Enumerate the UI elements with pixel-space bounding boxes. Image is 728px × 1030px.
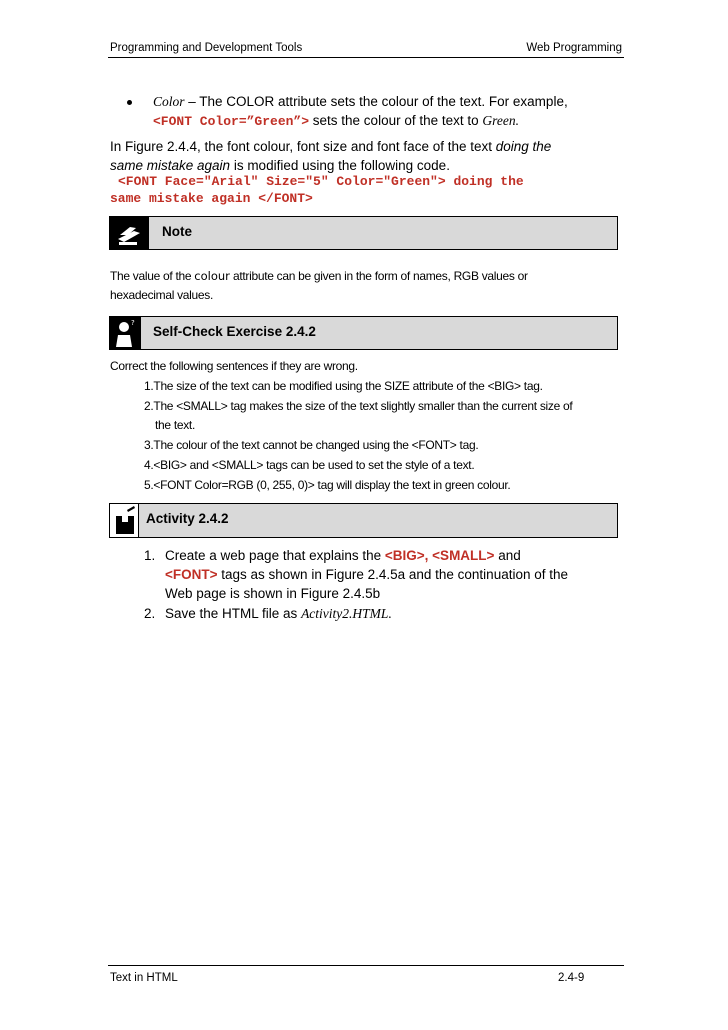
selfcheck-item-2: 2.The <SMALL> tag makes the size of the text slightly smaller than the current size of bbox=[144, 399, 573, 413]
selfcheck-item-5: 5.<FONT Color=RGB (0, 255, 0)> tag will display the text in green colour. bbox=[144, 478, 511, 492]
header-rule bbox=[108, 57, 624, 58]
note-line1-pre: The value of the bbox=[110, 269, 195, 283]
note-label: Note bbox=[162, 224, 192, 239]
activity-step1-tags1: <BIG>, <SMALL> bbox=[384, 548, 495, 563]
activity-step1-and: and bbox=[494, 548, 521, 563]
selfcheck-intro: Correct the following sentences if they are wrong. bbox=[110, 359, 358, 373]
activity-step1-pre: Create a web page that explains the bbox=[165, 548, 385, 563]
header-left: Programming and Development Tools bbox=[110, 42, 303, 54]
hand-writing-icon bbox=[110, 217, 148, 249]
code-line-2: same mistake again </FONT> bbox=[110, 191, 313, 206]
thinking-person-icon bbox=[110, 317, 140, 349]
bullet-dot bbox=[127, 100, 132, 105]
bullet-line1-text: – The COLOR attribute sets the colour of the text. For example, bbox=[184, 94, 568, 109]
note-line1-post: attribute can be given in the form of names, RGB values or bbox=[229, 269, 528, 283]
bullet-term: Color bbox=[153, 94, 185, 109]
note-box-fill bbox=[148, 217, 617, 249]
bullet-line-1 bbox=[153, 92, 568, 111]
activity-step1-line-3: Web page is shown in Figure 2.4.5b bbox=[165, 586, 381, 601]
note-term: colour bbox=[194, 269, 230, 283]
activity-step2-line bbox=[165, 604, 392, 623]
para1-line-1 bbox=[110, 137, 620, 156]
note-line-2: hexadecimal values. bbox=[110, 288, 214, 302]
activity-step1-post: tags as shown in Figure 2.4.5a and the continuation of the bbox=[217, 567, 569, 582]
bullet-line2-text: sets the colour of the text to bbox=[309, 113, 483, 128]
selfcheck-item-2-cont: the text. bbox=[155, 418, 195, 432]
para1-line1-italic: doing the bbox=[495, 139, 552, 154]
activity-box bbox=[109, 503, 618, 538]
note-line-1 bbox=[110, 267, 528, 286]
para1-line2-text: is modified using the following code. bbox=[230, 158, 450, 173]
activity-label: Activity 2.4.2 bbox=[146, 511, 229, 526]
bullet-code: <FONT Color=”Green”> bbox=[153, 114, 310, 129]
bullet-line-2 bbox=[153, 111, 519, 131]
activity-step1-num: 1. bbox=[144, 548, 156, 563]
footer-rule bbox=[108, 965, 624, 966]
bullet-value: Green. bbox=[482, 113, 520, 128]
para1-line1-text: In Figure 2.4.4, the font colour, font size and font face of the text bbox=[110, 139, 496, 154]
para1-line2-italic: same mistake again bbox=[110, 158, 231, 173]
stairs-icon bbox=[110, 504, 138, 537]
code-line-1: <FONT Face="Arial" Size="5" Color="Green"> doing the bbox=[118, 174, 524, 189]
selfcheck-item-3: 3.The colour of the text cannot be changed using the <FONT> tag. bbox=[144, 438, 479, 452]
activity-step1-line-1 bbox=[165, 546, 521, 565]
svg-text:?: ? bbox=[131, 319, 135, 327]
footer-left: Text in HTML bbox=[110, 972, 178, 984]
activity-step1-tag2: <FONT> bbox=[165, 567, 218, 582]
activity-step2-pre: Save the HTML file as bbox=[165, 606, 302, 621]
note-box bbox=[109, 216, 618, 250]
selfcheck-label: Self-Check Exercise 2.4.2 bbox=[153, 324, 316, 339]
activity-step2-file: Activity2.HTML bbox=[301, 606, 389, 621]
selfcheck-item-1: 1.The size of the text can be modified using the SIZE attribute of the <BIG> tag. bbox=[144, 379, 543, 393]
activity-step1-line-2 bbox=[165, 565, 568, 584]
selfcheck-item-4: 4.<BIG> and <SMALL> tags can be used to set the style of a text. bbox=[144, 458, 475, 472]
activity-step2-num: 2. bbox=[144, 606, 156, 621]
header-right: Web Programming bbox=[526, 42, 622, 54]
activity-step2-end: . bbox=[388, 606, 392, 621]
footer-page-number: 2.4-9 bbox=[558, 972, 585, 984]
page-header bbox=[110, 42, 622, 58]
selfcheck-box bbox=[109, 316, 618, 350]
